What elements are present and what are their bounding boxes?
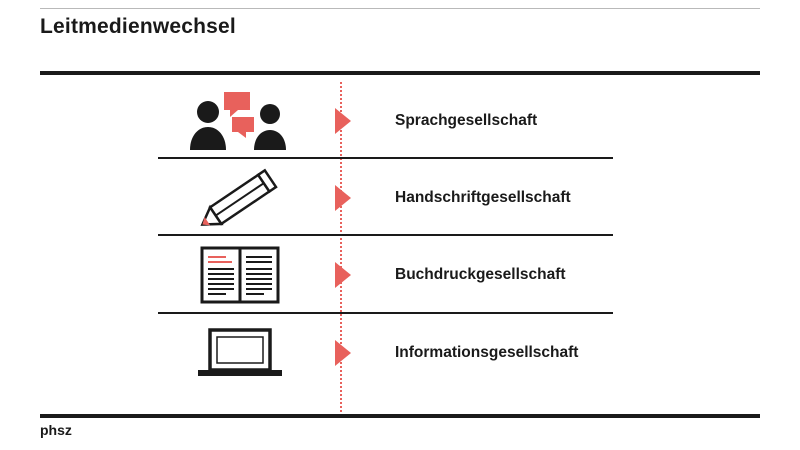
stage-label: Sprachgesellschaft bbox=[395, 111, 538, 129]
page-title: Leitmedienwechsel bbox=[40, 15, 236, 38]
list-item bbox=[155, 314, 620, 391]
list-item bbox=[155, 236, 620, 313]
red-arrow-right-icon bbox=[335, 236, 375, 313]
footer-institution: phsz bbox=[40, 422, 72, 438]
laptop-icon-svg bbox=[188, 322, 292, 384]
pencil-icon-svg bbox=[188, 167, 292, 229]
stage-label-cell bbox=[395, 159, 620, 236]
red-arrow-right-icon-svg bbox=[335, 340, 355, 366]
two-people-speech-bubbles-icon bbox=[155, 82, 325, 159]
stage-label: Informationsgesellschaft bbox=[395, 343, 579, 361]
pencil-icon bbox=[155, 159, 325, 236]
stage-label-cell bbox=[395, 236, 620, 313]
stage-label: Buchdruckgesellschaft bbox=[395, 265, 566, 283]
title-divider bbox=[40, 71, 760, 75]
list-item bbox=[155, 159, 620, 236]
red-arrow-right-icon-svg bbox=[335, 185, 355, 211]
open-book-icon bbox=[155, 236, 325, 313]
laptop-icon bbox=[155, 314, 325, 391]
leitmedienwechsel-diagram bbox=[155, 82, 620, 412]
red-arrow-right-icon-svg bbox=[335, 108, 355, 134]
red-arrow-right-icon-svg bbox=[335, 262, 355, 288]
list-item bbox=[155, 82, 620, 159]
bottom-divider bbox=[40, 414, 760, 418]
open-book-icon-svg bbox=[188, 244, 292, 306]
stage-label: Handschriftgesellschaft bbox=[395, 188, 571, 206]
red-arrow-right-icon bbox=[335, 159, 375, 236]
stage-label-cell bbox=[395, 82, 620, 159]
red-arrow-right-icon bbox=[335, 82, 375, 159]
two-people-speech-bubbles-icon-svg bbox=[186, 92, 294, 150]
red-arrow-right-icon bbox=[335, 314, 375, 391]
top-divider bbox=[40, 8, 760, 9]
stage-label-cell bbox=[395, 314, 620, 391]
